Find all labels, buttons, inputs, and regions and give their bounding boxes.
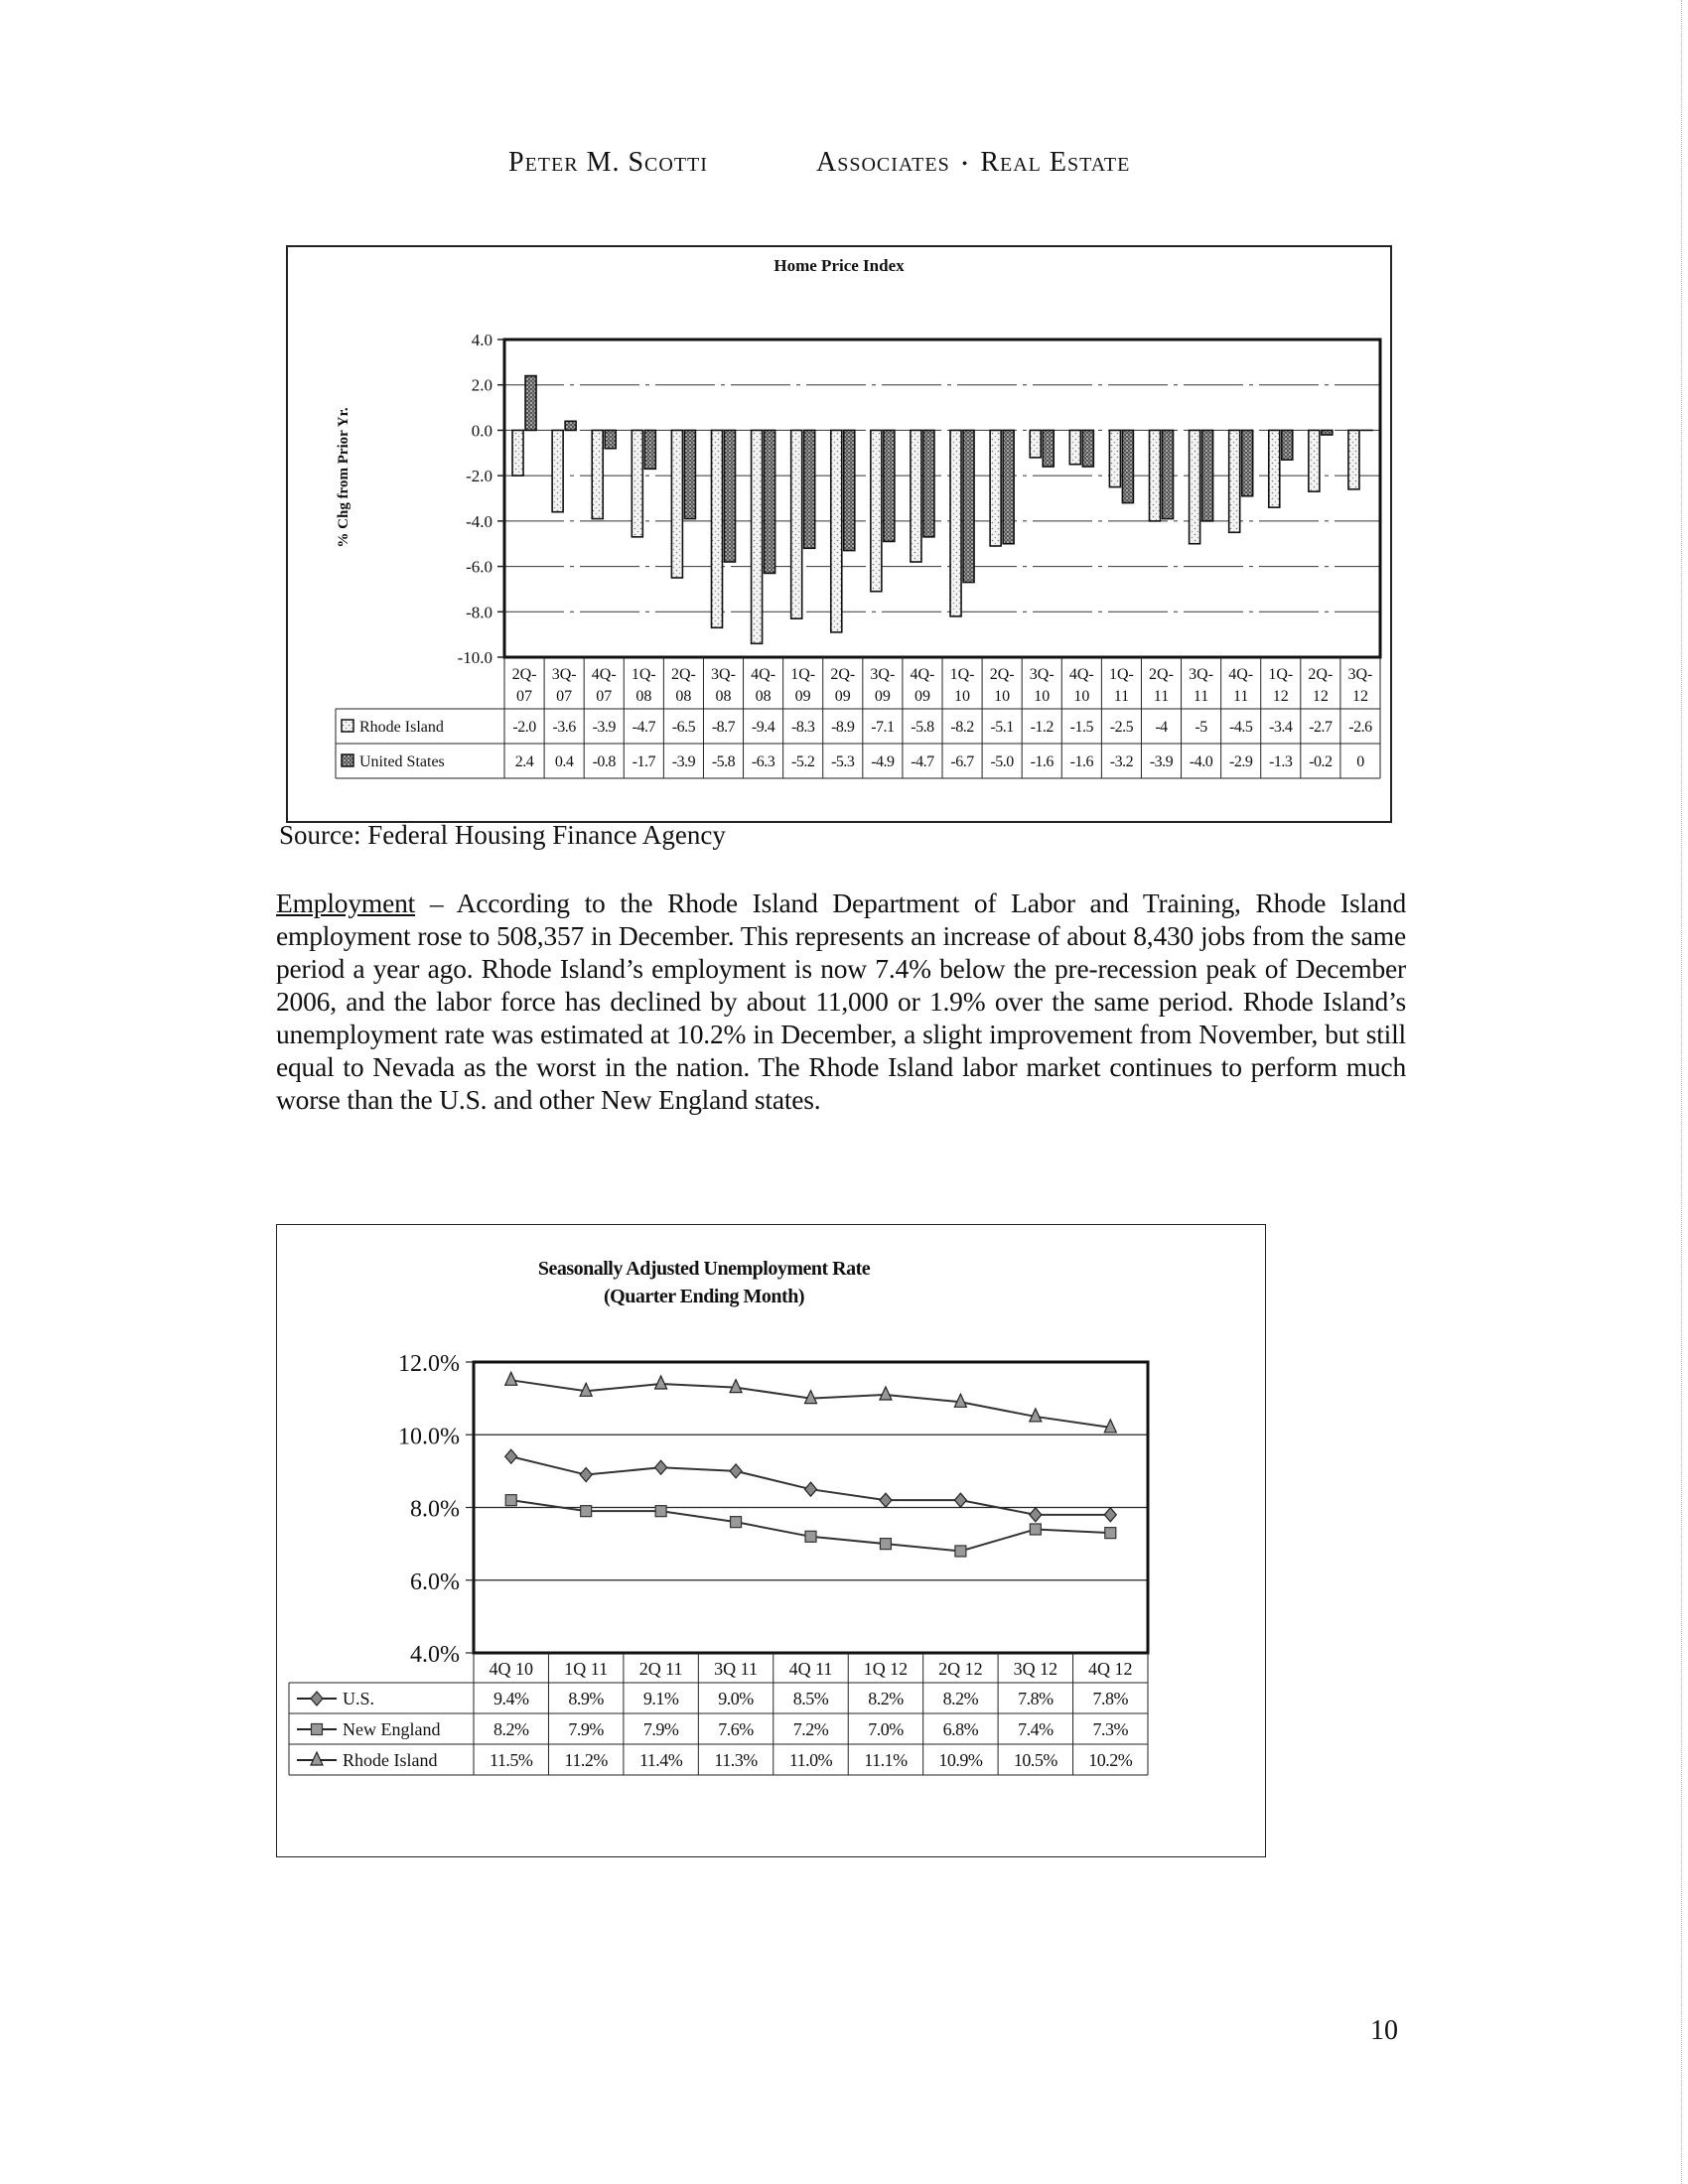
table-value: -4.9: [871, 753, 895, 770]
bar-united-states: [605, 430, 616, 448]
x-category-label: 4Q 10: [489, 1659, 533, 1679]
legend-swatch-united-states: [342, 754, 353, 766]
x-category-label: 11: [1193, 688, 1209, 705]
point-diamond-marker: [580, 1468, 592, 1482]
y-axis-ticks: [458, 331, 504, 667]
letterhead-real-estate: Real Estate: [980, 147, 1131, 178]
x-category-label: 10: [1073, 688, 1090, 705]
bar-united-states: [525, 376, 536, 431]
x-category-label: 4Q 12: [1088, 1659, 1133, 1679]
table-value: 0: [1356, 753, 1364, 770]
bar-united-states: [1122, 430, 1133, 502]
x-category-label: 07: [596, 688, 613, 705]
table-value: -2.7: [1309, 719, 1333, 736]
bar-united-states: [725, 430, 736, 562]
x-category-label: 2Q 11: [638, 1659, 683, 1679]
table-value: -5.2: [791, 753, 815, 770]
x-category-label: 3Q-: [1029, 666, 1055, 683]
legend-diamond-marker: [311, 1692, 323, 1706]
bar-united-states: [1082, 430, 1093, 467]
table-value: -4.7: [632, 719, 655, 736]
data-table: [289, 1653, 1148, 1775]
letterhead-name: Peter M. Scotti: [508, 147, 708, 178]
table-value: -8.2: [950, 719, 974, 736]
bar-united-states: [684, 430, 695, 518]
table-value: 8.2%: [492, 1719, 529, 1739]
point-square-marker: [955, 1546, 966, 1557]
point-diamond-marker: [655, 1460, 667, 1474]
table-value: -3.4: [1269, 719, 1293, 736]
bar-united-states: [1202, 430, 1213, 520]
point-square-marker: [1030, 1524, 1041, 1535]
y-tick-label: -4.0: [466, 511, 492, 531]
legend-triangle-marker: [311, 1752, 323, 1765]
table-value: -6.5: [671, 719, 696, 736]
table-value: 8.2%: [868, 1689, 904, 1708]
x-category-label: 10: [954, 688, 971, 705]
y-tick-label: 12.0%: [398, 1351, 460, 1377]
x-category-label: 2Q-: [989, 666, 1015, 683]
point-triangle-marker: [655, 1376, 667, 1389]
x-category-label: 11: [1232, 688, 1249, 705]
y-axis-ticks: [398, 1351, 474, 1668]
bar-united-states: [565, 421, 576, 430]
x-category-label: 1Q-: [631, 666, 656, 683]
x-category-label: 09: [874, 688, 891, 705]
bar-rhode-island: [990, 430, 1001, 546]
table-value: -6.3: [751, 753, 775, 770]
bullet-separator: •: [961, 155, 969, 173]
x-category-label: 2Q-: [1308, 666, 1334, 683]
point-diamond-marker: [954, 1493, 966, 1507]
table-value: -5.8: [711, 753, 736, 770]
point-square-marker: [505, 1495, 516, 1506]
point-square-marker: [655, 1506, 666, 1517]
bars: [512, 376, 1372, 644]
unemployment-chart: [277, 1225, 1265, 1856]
bar-rhode-island: [871, 430, 882, 591]
x-category-label: 4Q-: [910, 666, 935, 683]
table-value: 11.2%: [564, 1750, 608, 1770]
bar-rhode-island: [950, 430, 961, 615]
x-category-label: 12: [1272, 688, 1289, 705]
table-value: -7.1: [871, 719, 895, 736]
table-value: -1.5: [1069, 719, 1093, 736]
bar-united-states: [884, 430, 895, 541]
y-axis-label: % Chg from Prior Yr.: [336, 407, 352, 548]
y-tick-label: -10.0: [457, 648, 492, 667]
table-value: -2.6: [1348, 719, 1372, 736]
table-value: 6.8%: [942, 1719, 979, 1739]
bar-rhode-island: [632, 430, 642, 536]
x-category-label: 07: [516, 688, 533, 705]
x-category-label: 1Q 11: [564, 1659, 609, 1679]
bar-united-states: [1163, 430, 1174, 518]
x-category-label: 09: [834, 688, 851, 705]
bar-rhode-island: [1150, 430, 1161, 520]
y-tick-label: 0.0: [471, 421, 492, 441]
table-value: 11.3%: [714, 1750, 758, 1770]
point-square-marker: [880, 1539, 891, 1550]
data-table: [336, 657, 1380, 778]
table-value: -1.2: [1030, 719, 1054, 736]
table-value: 9.0%: [718, 1689, 754, 1708]
table-value: -3.2: [1109, 753, 1134, 770]
point-square-marker: [1105, 1528, 1116, 1539]
legend-label: New England: [343, 1719, 441, 1739]
bar-rhode-island: [671, 430, 682, 578]
point-triangle-marker: [880, 1387, 892, 1400]
table-value: -3.9: [592, 719, 616, 736]
x-category-label: 4Q-: [751, 666, 776, 683]
table-value: -4: [1155, 719, 1168, 736]
y-tick-label: -6.0: [466, 557, 492, 577]
x-category-label: 1Q 12: [863, 1659, 909, 1679]
letterhead-tagline: [816, 147, 1130, 179]
legend-swatch-rhode-island: [342, 720, 353, 732]
x-category-label: 1Q-: [1108, 666, 1134, 683]
point-triangle-marker: [505, 1372, 517, 1385]
table-value: -4.7: [911, 753, 934, 770]
table-value: -6.7: [950, 753, 974, 770]
employment-body: – According to the Rhode Island Department of Labor and Training, Rhode Island employment rose to 508,357 in December. This represents an increase of about 8,430 jobs from the same period a year ago. Rhode Island’s employment is now 7.4% below the pre-recession peak of December 2006, and the labor force has declined by about 11,000 or 1.9% over the same period. Rhode Island’s unemployment rate was estimated at 10.2% in December, a slight improvement from November, but still equal to Nevada as the worst in the nation. The Rhode Island labor market continues to perform much worse than the U.S. and other New England states.: [276, 887, 1406, 1115]
x-category-label: 4Q-: [1068, 666, 1094, 683]
x-category-label: 11: [1153, 688, 1170, 705]
y-tick-label: -2.0: [466, 467, 492, 486]
x-category-label: 3Q-: [551, 666, 577, 683]
x-category-label: 4Q 11: [788, 1659, 833, 1679]
chart-title-line1: Seasonally Adjusted Unemployment Rate: [537, 1258, 871, 1280]
bar-united-states: [644, 430, 655, 469]
bar-rhode-island: [911, 430, 921, 562]
x-category-label: 11: [1113, 688, 1130, 705]
y-tick-label: 8.0%: [410, 1496, 460, 1523]
x-category-label: 1Q-: [1268, 666, 1294, 683]
table-value: -5.0: [990, 753, 1014, 770]
gridlines: [474, 1362, 1148, 1653]
legend-square-marker: [312, 1724, 323, 1735]
page-edge: [1681, 0, 1683, 2184]
point-diamond-marker: [880, 1493, 892, 1507]
legend-label: United States: [359, 753, 445, 770]
table-value: 8.5%: [792, 1689, 829, 1708]
x-category-label: 2Q 12: [938, 1659, 983, 1679]
table-value: 7.3%: [1092, 1719, 1129, 1739]
x-category-label: 3Q-: [1347, 666, 1373, 683]
x-category-label: 08: [675, 688, 692, 705]
table-value: -8.9: [831, 719, 855, 736]
point-diamond-marker: [1030, 1508, 1042, 1522]
y-tick-label: 10.0%: [398, 1424, 460, 1450]
y-tick-label: 4.0: [471, 331, 492, 349]
table-value: 11.4%: [638, 1750, 683, 1770]
bar-rhode-island: [1348, 430, 1359, 488]
table-value: 0.4: [554, 753, 574, 770]
home-price-chart: [288, 247, 1390, 821]
employment-paragraph: [276, 887, 1406, 1116]
bar-united-states: [844, 430, 855, 550]
x-category-label: 3Q-: [870, 666, 896, 683]
x-category-label: 4Q-: [1228, 666, 1254, 683]
x-category-label: 10: [994, 688, 1011, 705]
y-tick-label: -8.0: [466, 603, 492, 622]
table-value: -2.5: [1109, 719, 1134, 736]
x-category-label: 1Q-: [949, 666, 975, 683]
x-category-label: 3Q 12: [1013, 1659, 1058, 1679]
table-value: 7.9%: [568, 1719, 604, 1739]
table-value: -8.7: [711, 719, 736, 736]
table-value: -3.9: [1149, 753, 1174, 770]
bar-rhode-island: [592, 430, 603, 518]
home-price-chart-frame: [286, 245, 1392, 823]
point-diamond-marker: [805, 1482, 817, 1496]
table-value: -2.0: [512, 719, 536, 736]
x-category-label: 3Q-: [711, 666, 736, 683]
bar-rhode-island: [712, 430, 723, 627]
x-category-label: 09: [794, 688, 811, 705]
table-value: 8.2%: [942, 1689, 979, 1708]
legend-label: U.S.: [343, 1689, 375, 1708]
bar-rhode-island: [831, 430, 842, 631]
table-value: -5: [1195, 719, 1207, 736]
table-value: -8.3: [791, 719, 815, 736]
bar-rhode-island: [1269, 430, 1280, 507]
bar-rhode-island: [1069, 430, 1080, 464]
bar-united-states: [765, 430, 775, 573]
series-lines: [505, 1372, 1117, 1557]
table-value: -1.3: [1269, 753, 1293, 770]
chart-title-line2: (Quarter Ending Month): [604, 1286, 804, 1307]
bar-rhode-island: [1109, 430, 1120, 486]
table-value: -0.2: [1309, 753, 1333, 770]
page-number: 10: [1370, 2015, 1398, 2046]
table-value: 2.4: [514, 753, 534, 770]
point-square-marker: [731, 1517, 742, 1528]
table-value: 7.8%: [1018, 1689, 1054, 1708]
bar-rhode-island: [512, 430, 523, 476]
table-value: 7.2%: [792, 1719, 829, 1739]
table-value: -1.7: [632, 753, 655, 770]
letterhead: [0, 147, 1688, 191]
bar-rhode-island: [752, 430, 763, 643]
x-category-label: 08: [755, 688, 772, 705]
legend-label: Rhode Island: [343, 1750, 438, 1770]
y-tick-label: 4.0%: [410, 1642, 460, 1668]
table-value: -3.9: [671, 753, 696, 770]
table-value: 11.1%: [864, 1750, 908, 1770]
table-value: 9.4%: [492, 1689, 529, 1708]
y-tick-label: 2.0: [471, 375, 492, 395]
bar-united-states: [1043, 430, 1054, 467]
x-category-label: 2Q-: [830, 666, 856, 683]
table-value: 7.0%: [868, 1719, 904, 1739]
bar-rhode-island: [1309, 430, 1320, 491]
bar-rhode-island: [1030, 430, 1041, 457]
table-value: 10.9%: [938, 1750, 983, 1770]
x-category-label: 4Q-: [591, 666, 617, 683]
table-value: -2.9: [1229, 753, 1253, 770]
table-value: 11.0%: [788, 1750, 833, 1770]
bar-united-states: [963, 430, 974, 582]
bar-united-states: [1282, 430, 1293, 460]
table-value: -4.5: [1229, 719, 1253, 736]
x-category-label: 07: [556, 688, 573, 705]
table-value: -3.6: [552, 719, 576, 736]
employment-heading: Employment: [276, 887, 416, 918]
point-diamond-marker: [1104, 1508, 1116, 1522]
point-diamond-marker: [505, 1449, 517, 1463]
bar-united-states: [804, 430, 815, 548]
chart-source: Source: Federal Housing Finance Agency: [279, 820, 726, 850]
unemployment-chart-frame: [276, 1224, 1266, 1857]
point-square-marker: [805, 1531, 816, 1542]
table-value: -1.6: [1030, 753, 1054, 770]
x-category-label: 08: [635, 688, 652, 705]
bar-rhode-island: [791, 430, 802, 618]
table-value: -1.6: [1069, 753, 1093, 770]
chart-title: Home Price Index: [774, 256, 905, 275]
bar-rhode-island: [552, 430, 563, 511]
table-value: 7.6%: [718, 1719, 754, 1739]
x-category-label: 2Q-: [670, 666, 696, 683]
x-category-label: 09: [914, 688, 930, 705]
bar-rhode-island: [1229, 430, 1240, 532]
x-category-label: 2Q-: [511, 666, 537, 683]
point-diamond-marker: [730, 1464, 742, 1478]
x-category-label: 10: [1034, 688, 1051, 705]
point-triangle-marker: [730, 1380, 742, 1393]
bar-united-states: [1003, 430, 1014, 543]
x-category-label: 2Q-: [1149, 666, 1174, 683]
table-value: 11.5%: [490, 1750, 533, 1770]
table-value: 7.9%: [642, 1719, 679, 1739]
x-category-label: 08: [715, 688, 732, 705]
bar-rhode-island: [1190, 430, 1200, 543]
point-square-marker: [581, 1506, 592, 1517]
table-value: -5.1: [990, 719, 1014, 736]
legend-label: Rhode Island: [359, 719, 444, 736]
point-triangle-marker: [954, 1394, 966, 1407]
x-category-label: 3Q 11: [714, 1659, 758, 1679]
table-value: -4.0: [1189, 753, 1213, 770]
table-value: 10.2%: [1088, 1750, 1133, 1770]
bar-united-states: [1242, 430, 1253, 495]
x-category-label: 1Q-: [790, 666, 816, 683]
y-tick-label: 6.0%: [410, 1569, 460, 1595]
letterhead-associates: Associates: [816, 147, 950, 178]
x-category-label: 3Q-: [1189, 666, 1214, 683]
table-value: 7.8%: [1092, 1689, 1129, 1708]
table-value: -5.8: [911, 719, 934, 736]
table-value: -0.8: [592, 753, 616, 770]
table-value: 7.4%: [1018, 1719, 1054, 1739]
table-value: -9.4: [751, 719, 775, 736]
table-value: 8.9%: [568, 1689, 604, 1708]
x-category-label: 12: [1312, 688, 1329, 705]
bar-united-states: [923, 430, 934, 536]
table-value: 9.1%: [642, 1689, 679, 1708]
table-value: 10.5%: [1013, 1750, 1057, 1770]
x-category-label: 12: [1351, 688, 1368, 705]
bar-united-states: [1322, 430, 1333, 435]
table-value: -5.3: [831, 753, 855, 770]
